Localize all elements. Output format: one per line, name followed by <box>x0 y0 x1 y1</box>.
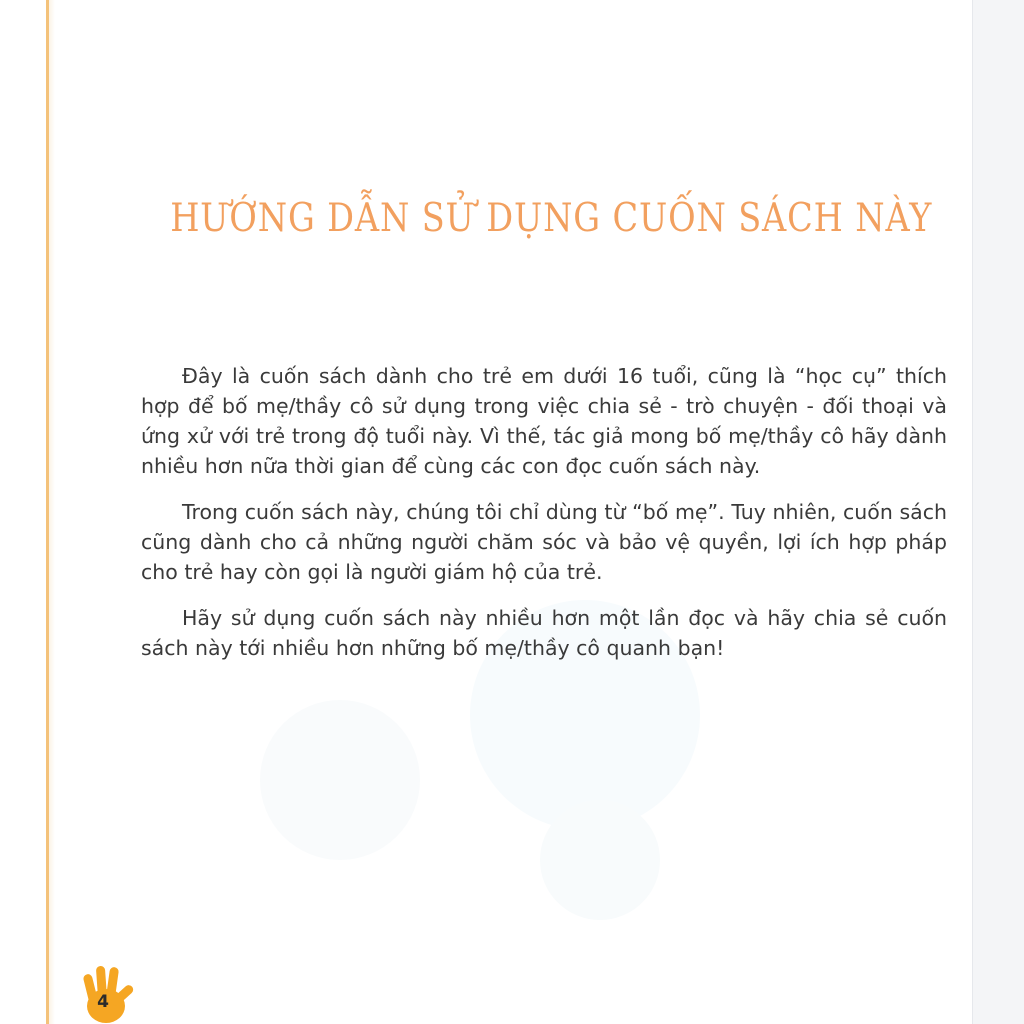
background-watermark <box>540 800 660 920</box>
paragraph: Hãy sử dụng cuốn sách này nhiều hơn một lần đọc và hãy chia sẻ cuốn sách này tới nhiều hơn những bố mẹ/thầy cô quanh bạn! <box>141 606 947 660</box>
paragraph: Đây là cuốn sách dành cho trẻ em dưới 16 tuổi, cũng là “học cụ” thích hợp để bố mẹ/thầy cô sử dụng trong việc chia sẻ - trò chuyện - đối thoại và ứng xử với trẻ trong độ tuổi này. Vì thế, tác giả mong bố mẹ/thầy cô hãy dành nhiều hơn nữa thời gian để cùng các con đọc cuốn sách này. <box>141 364 947 478</box>
paragraph: Trong cuốn sách này, chúng tôi chỉ dùng từ “bố mẹ”. Tuy nhiên, cuốn sách cũng dành cho cả những người chăm sóc và bảo vệ quyền, lợi ích hợp pháp cho trẻ hay còn gọi là người giám hộ của trẻ. <box>141 500 947 584</box>
page-gutter-shade <box>49 0 55 1024</box>
page-right-edge <box>972 0 1024 1024</box>
page-number: 4 <box>97 992 109 1012</box>
body-text <box>141 361 947 679</box>
background-watermark <box>260 700 420 860</box>
page-title: HƯỚNG DẪN SỬ DỤNG CUỐN SÁCH NÀY <box>170 196 933 241</box>
